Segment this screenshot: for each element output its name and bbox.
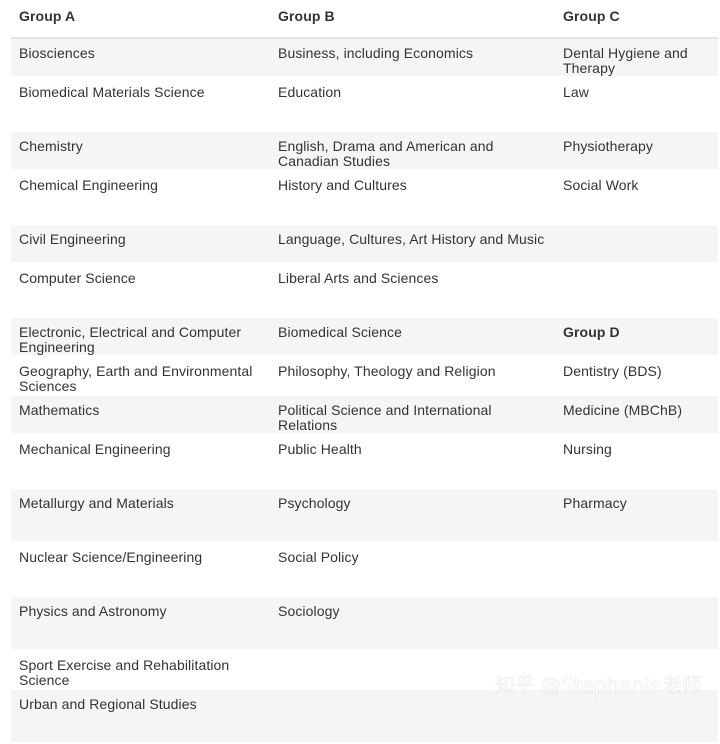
table-row [11,396,718,435]
table-cell: Chemistry [11,132,270,171]
table-row [11,264,718,318]
table-cell: Civil Engineering [11,225,270,264]
table-cell: Physics and Astronomy [11,597,270,651]
table-header-row [11,0,718,39]
table-cell: Computer Science [11,264,270,318]
column-header-group-a: Group A [11,0,270,39]
table-cell: Sociology [270,597,555,651]
table-cell: Mechanical Engineering [11,435,270,489]
table-row [11,489,718,543]
table-cell: Chemical Engineering [11,171,270,225]
table-cell: Mathematics [11,396,270,435]
table-cell: Dental Hygiene and Therapy [555,39,718,78]
table-cell: Education [270,78,555,132]
table-row [11,357,718,396]
table-cell: Public Health [270,435,555,489]
table-row [11,690,718,744]
table-cell [555,543,718,597]
table-cell: Physiotherapy [555,132,718,171]
table-row [11,78,718,132]
table-cell: Geography, Earth and Environmental Sciences [11,357,270,396]
zhihu-watermark: 知乎 @Stephanie老师 [494,673,702,697]
table-row [11,225,718,264]
table-cell [555,690,718,744]
table-cell: Philosophy, Theology and Religion [270,357,555,396]
table-cell: Social Policy [270,543,555,597]
table-cell: Political Science and International Relations [270,396,555,435]
table-cell [555,597,718,651]
table-cell: Biomedical Materials Science [11,78,270,132]
table-cell: Business, including Economics [270,39,555,78]
table-cell: Metallurgy and Materials [11,489,270,543]
table-cell: Sport Exercise and Rehabilitation Science [11,651,270,690]
table-cell: Electronic, Electrical and Computer Engineering [11,318,270,357]
table-cell: Psychology [270,489,555,543]
table-row [11,318,718,357]
subject-groups-table-container [11,0,718,744]
table-cell [270,690,555,744]
table-cell: English, Drama and American and Canadian Studies [270,132,555,171]
column-header-group-b: Group B [270,0,555,39]
table-row [11,171,718,225]
table-cell: Medicine (MBChB) [555,396,718,435]
table-cell: Language, Cultures, Art History and Music [270,225,555,264]
table-row [11,39,718,78]
table-cell: Nuclear Science/Engineering [11,543,270,597]
subject-groups-table [11,0,718,744]
table-cell [555,225,718,264]
table-cell: History and Cultures [270,171,555,225]
table-cell [555,264,718,318]
table-cell: Law [555,78,718,132]
table-cell: Biosciences [11,39,270,78]
table-cell: Social Work [555,171,718,225]
table-cell: Nursing [555,435,718,489]
table-row [11,132,718,171]
table-cell: Dentistry (BDS) [555,357,718,396]
group-d-heading: Group D [555,318,718,357]
table-cell: Urban and Regional Studies [11,690,270,744]
table-cell: Biomedical Science [270,318,555,357]
table-cell: Liberal Arts and Sciences [270,264,555,318]
table-row [11,435,718,489]
table-cell: Pharmacy [555,489,718,543]
table-row [11,543,718,597]
table-row [11,597,718,651]
column-header-group-c: Group C [555,0,718,39]
